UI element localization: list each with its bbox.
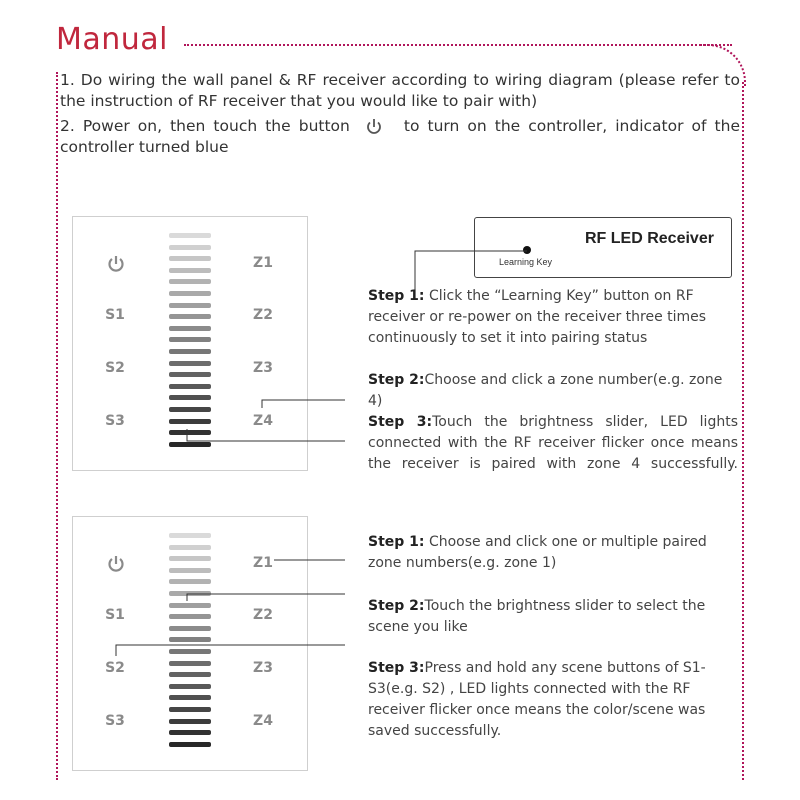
scene-button-s1[interactable]: S1 — [105, 607, 125, 623]
scene-step-1 — [368, 532, 738, 574]
scene-button-s3[interactable]: S3 — [105, 413, 125, 429]
scene-step-2 — [368, 596, 738, 638]
learning-key-label: Learning Key — [499, 257, 553, 267]
scene-button-s2[interactable]: S2 — [105, 660, 125, 676]
zone-button-z2[interactable]: Z2 — [253, 607, 273, 623]
step-label: Step 2: — [368, 598, 425, 614]
intro-step-1-line-2: the instruction of RF receiver that you would like to pair with) — [60, 92, 538, 110]
intro-step-2-before: 2. Power on, then touch the button — [60, 117, 350, 135]
intro-step-1-line-1: 1. Do wiring the wall panel & RF receiver according to wiring diagram (please refer to — [60, 71, 740, 89]
step-text: Choose and click a zone number(e.g. zone 4) — [368, 372, 723, 409]
zone-button-z3[interactable]: Z3 — [253, 660, 273, 676]
step-label: Step 3: — [368, 414, 433, 430]
intro-step-2-after: to turn on the controller, indicator of the — [403, 117, 740, 135]
receiver-title: RF LED Receiver — [585, 230, 714, 247]
pairing-step-2 — [368, 370, 738, 412]
zone-button-z2[interactable]: Z2 — [253, 307, 273, 323]
scene-button-s3[interactable]: S3 — [105, 713, 125, 729]
step-label: Step 2: — [368, 372, 425, 388]
step-text: Click the “Learning Key” button on RF receiver or re-power on the receiver three times continuously to set it into pairing status — [368, 288, 707, 346]
scene-step-3 — [368, 658, 738, 742]
step-text: Press and hold any scene buttons of S1-S3(e.g. S2) , LED lights connected with the RF receiver flicker once means the color/scene was saved successfully. — [368, 660, 706, 739]
zone-button-z3[interactable]: Z3 — [253, 360, 273, 376]
step-text: Touch the brightness slider, LED lights connected with the RF receiver flicker once means the receiver is paired with zone 4 successfully. — [368, 414, 738, 472]
page-title: Manual — [56, 22, 169, 57]
zone-button-z1[interactable]: Z1 — [253, 555, 273, 571]
scene-button-s2[interactable]: S2 — [105, 360, 125, 376]
step-label: Step 3: — [368, 660, 425, 676]
zone-button-z4[interactable]: Z4 — [253, 713, 273, 729]
step-label: Step 1: — [368, 288, 425, 304]
step-label: Step 1: — [368, 534, 425, 550]
pairing-step-1 — [368, 286, 738, 349]
pairing-step-3 — [368, 412, 738, 475]
step-text: Choose and click one or multiple paired zone numbers(e.g. zone 1) — [368, 534, 707, 571]
zone-button-z1[interactable]: Z1 — [253, 255, 273, 271]
zone-button-z4[interactable]: Z4 — [253, 413, 273, 429]
scene-button-s1[interactable]: S1 — [105, 307, 125, 323]
step-text: Touch the brightness slider to select the scene you like — [368, 598, 706, 635]
intro-step-2-line-2: controller turned blue — [60, 138, 229, 156]
